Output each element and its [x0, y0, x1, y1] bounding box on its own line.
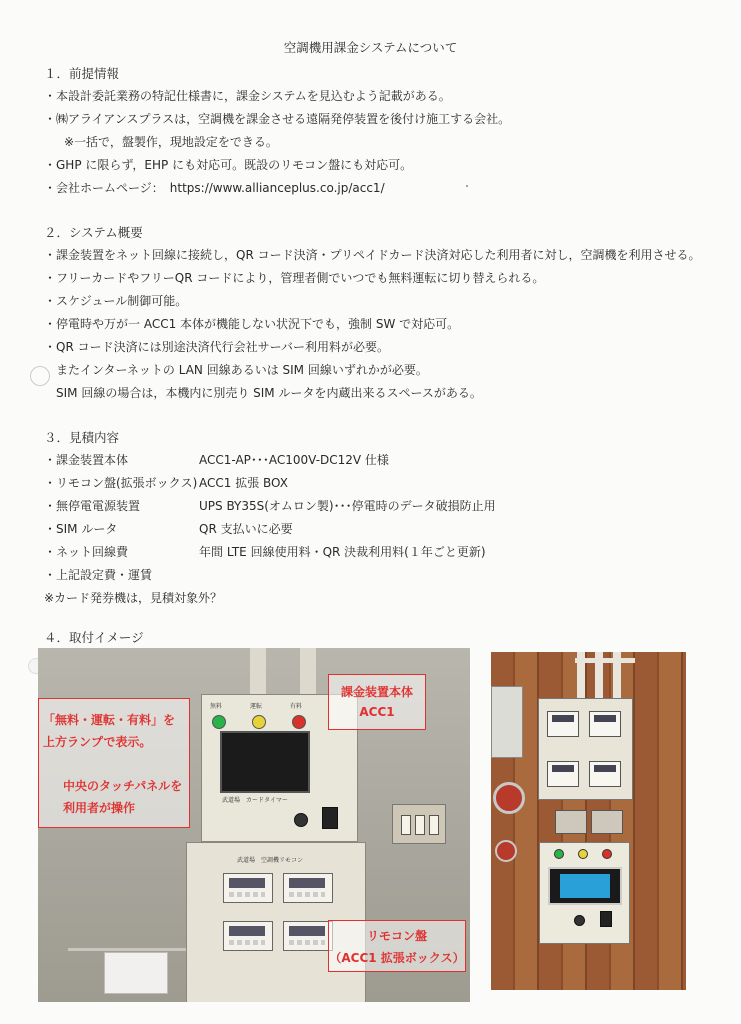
yellow-lamp — [252, 715, 266, 729]
callout-remote-panel — [328, 920, 466, 972]
estimate-item: ・SIM ルータ — [44, 522, 118, 536]
red-lamp — [602, 849, 612, 859]
card-slot — [322, 807, 338, 829]
ac-remote-unit — [547, 711, 579, 737]
estimate-item: ・無停電電源装置 — [44, 499, 141, 513]
electrical-box — [491, 686, 523, 758]
conduit — [575, 658, 635, 663]
estimate-detail: UPS BY35S(オムロン製)･･･停電時のデータ破損防止用 — [199, 499, 496, 513]
section-1-note: ※一括で，盤製作，現地設定をできる。 — [64, 135, 278, 149]
estimate-item: ・ネット回線費 — [44, 545, 129, 559]
estimate-row — [44, 451, 694, 469]
key-switch — [294, 813, 308, 827]
callout-text: 上方ランプで表示。 — [43, 735, 152, 749]
scan-speck — [466, 185, 468, 187]
section-1-line: ・GHP に限らず，EHP にも対応可。既設のリモコン盤にも対応可。 — [44, 158, 413, 172]
callout-lamp-and-panel — [38, 698, 190, 828]
ac-remote-unit — [589, 711, 621, 737]
towel — [104, 952, 168, 994]
estimate-detail: ACC1 拡張 BOX — [199, 476, 288, 490]
switch-box — [555, 810, 587, 834]
section-2-line: ・QR コード決済には別途決済代行会社サーバー利用料が必要。 — [44, 340, 390, 354]
ac-remote-unit — [547, 761, 579, 787]
section-2-heading: ２．システム概要 — [44, 225, 143, 240]
section-2-line: ・課金装置をネット回線に接続し，QR コード決済・プリペイドカード決済対応した利用者に対し，空調機を利用させる。 — [44, 248, 701, 262]
section-4-heading: ４．取付イメージ — [44, 630, 144, 645]
installation-photo-wood-wall — [491, 652, 686, 990]
document-title: 空調機用課金システムについて — [283, 40, 458, 55]
estimate-item: ・リモコン盤(拡張ボックス) — [44, 476, 198, 490]
callout-text: 「無料・運転・有料」を — [43, 713, 176, 727]
touch-panel-screen — [220, 731, 310, 793]
punch-hole-mark — [30, 366, 50, 386]
billing-unit-acc1 — [539, 842, 630, 944]
ac-remote-unit — [283, 873, 333, 903]
fire-alarm — [495, 840, 517, 862]
section-3-heading: ３．見積内容 — [44, 430, 120, 445]
estimate-detail: QR 支払いに必要 — [199, 522, 293, 536]
remote-panel-plate: 武道場 空調機リモコン — [237, 857, 304, 864]
billing-unit-plate: 武道場 カードタイマー — [222, 797, 288, 804]
section-2-line: SIM 回線の場合は，本機内に別売り SIM ルータを内蔵出来るスペースがある。 — [56, 386, 482, 400]
callout-billing-unit — [328, 674, 426, 730]
installation-photo-annotated — [38, 648, 470, 1002]
estimate-row — [44, 520, 694, 538]
towel-rail — [68, 948, 198, 951]
callout-text: ACC1 — [359, 705, 395, 719]
estimate-row — [44, 497, 694, 515]
wall-switch-plate — [392, 804, 446, 844]
card-slot — [600, 911, 612, 927]
section-1-line: ・本設計委託業務の特記仕様書に，課金システムを見込むよう記載がある。 — [44, 89, 451, 103]
section-1-heading: １．前提情報 — [44, 66, 120, 81]
estimate-detail: 年間 LTE 回線使用料・QR 決裁利用料(１年ごと更新) — [199, 545, 486, 559]
estimate-row — [44, 566, 694, 584]
lamp-label: 有料 — [290, 703, 303, 710]
green-lamp — [212, 715, 226, 729]
ac-remote-unit — [589, 761, 621, 787]
estimate-item: ・課金装置本体 — [44, 453, 129, 467]
section-2-line: ・スケジュール制御可能。 — [44, 294, 188, 308]
conduit — [300, 648, 316, 698]
company-url-line: ・会社ホームページ： https://www.allianceplus.co.jp/acc1/ — [44, 181, 385, 195]
estimate-row — [44, 543, 694, 561]
section-2-line: またインターネットの LAN 回線あるいは SIM 回線いずれかが必要。 — [56, 363, 428, 377]
lamp-label: 無料 — [210, 703, 223, 710]
callout-text: （ACC1 拡張ボックス） — [329, 951, 465, 965]
callout-text: 課金装置本体 — [340, 685, 413, 699]
estimate-row — [44, 474, 694, 492]
remote-control-panel — [538, 698, 633, 800]
section-2-line: ・停電時や万が一 ACC1 本体が機能しない状況下でも，強制 SW で対応可。 — [44, 317, 460, 331]
estimate-note: ※カード発券機は，見積対象外？ — [44, 591, 223, 605]
callout-text: 中央のタッチパネルを — [63, 779, 183, 793]
lamp-label: 運転 — [250, 703, 263, 710]
section-1-line: ・㈱アライアンスプラスは，空調機を課金させる遠隔発停装置を後付け施工する会社。 — [44, 112, 511, 126]
ac-remote-unit — [223, 873, 273, 903]
switch-box — [591, 810, 623, 834]
callout-text: 利用者が操作 — [63, 801, 136, 815]
green-lamp — [554, 849, 564, 859]
estimate-detail: ACC1-AP･･･AC100V-DC12V 仕様 — [199, 453, 389, 467]
red-lamp — [292, 715, 306, 729]
fire-alarm — [493, 782, 525, 814]
callout-text: リモコン盤 — [366, 929, 427, 943]
key-switch — [574, 915, 585, 926]
ac-remote-unit — [283, 921, 333, 951]
section-2-line: ・フリーカードやフリーQR コードにより，管理者側でいつでも無料運転に切り替えられる。 — [44, 271, 545, 285]
conduit — [250, 648, 266, 698]
ac-remote-unit — [223, 921, 273, 951]
yellow-lamp — [578, 849, 588, 859]
touch-panel-screen — [548, 867, 622, 905]
estimate-item: ・上記設定費・運賃 — [44, 568, 153, 582]
